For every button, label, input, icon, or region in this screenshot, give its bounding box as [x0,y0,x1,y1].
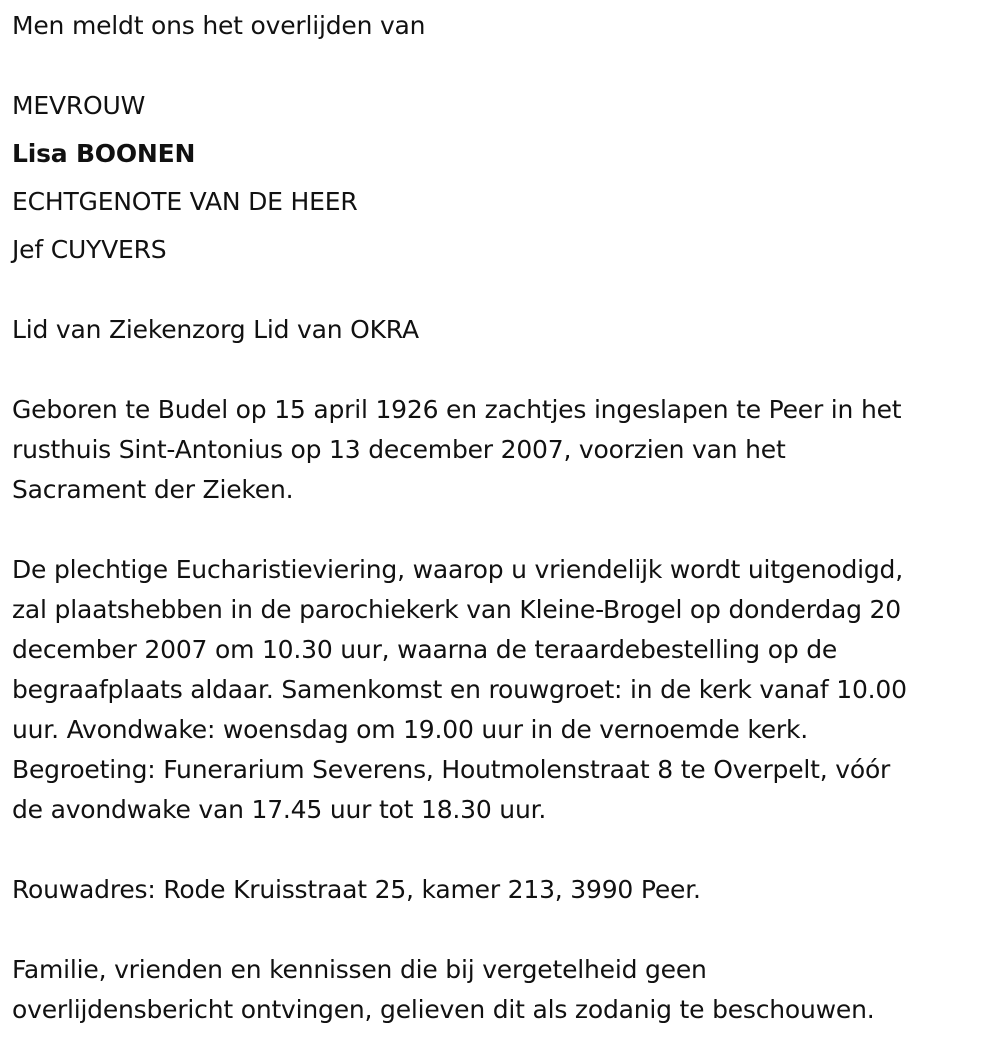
intro-text: Men meldt ons het overlijden van [12,11,426,40]
paragraph-line: december 2007 om 10.30 uur, waarna de teraardebestelling op de [12,635,838,664]
deceased-name-block [12,82,358,274]
paragraph-line: Geboren te Budel op 15 april 1926 en zachtjes ingeslapen te Peer in het [12,395,902,424]
relation-text: ECHTGENOTE VAN DE HEER [12,187,358,216]
ceremony-paragraph [12,550,907,830]
mourning-address: Rouwadres: Rode Kruisstraat 25, kamer 213, 3990 Peer. [12,875,701,904]
paragraph-line: De plechtige Eucharistieviering, waarop u vriendelijk wordt uitgenodigd, [12,555,903,584]
closing-paragraph [12,950,875,1030]
birth-death-paragraph [12,390,901,510]
paragraph-line: rusthuis Sint-Antonius op 13 december 2007, voorzien van het [12,435,786,464]
paragraph-line: de avondwake van 17.45 uur tot 18.30 uur. [12,795,547,824]
paragraph-line: Familie, vrienden en kennissen die bij vergetelheid geen [12,955,707,984]
paragraph-line: Sacrament der Zieken. [12,475,294,504]
deceased-name: Lisa BOONEN [12,139,196,168]
honorific-title: MEVROUW [12,91,146,120]
spouse-name: Jef CUYVERS [12,235,167,264]
paragraph-line: Begroeting: Funerarium Severens, Houtmolenstraat 8 te Overpelt, vóór [12,755,891,784]
paragraph-line: uur. Avondwake: woensdag om 19.00 uur in de vernoemde kerk. [12,715,809,744]
membership-block [12,306,419,354]
paragraph-line: begraafplaats aldaar. Samenkomst en rouwgroet: in de kerk vanaf 10.00 [12,675,907,704]
membership-text: Lid van Ziekenzorg Lid van OKRA [12,315,419,344]
paragraph-line: overlijdensbericht ontvingen, gelieven dit als zodanig te beschouwen. [12,995,875,1024]
address-paragraph [12,870,701,910]
paragraph-line: zal plaatshebben in de parochiekerk van Kleine-Brogel op donderdag 20 [12,595,901,624]
